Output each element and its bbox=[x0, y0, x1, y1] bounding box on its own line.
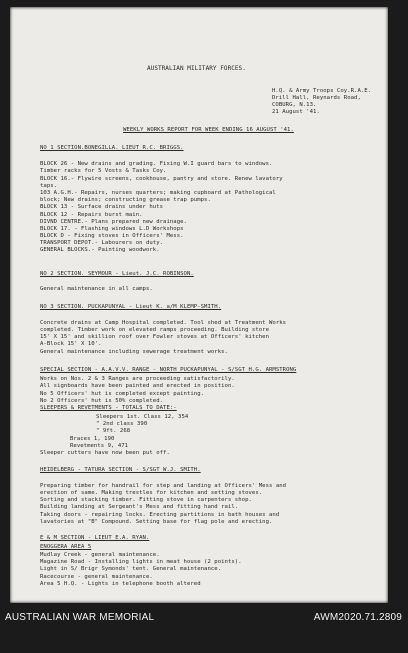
report-heading: WEEKLY WORKS REPORT FOR WEEK ENDING 16 AUGUST '41. bbox=[123, 127, 294, 133]
accession-number: AWM2020.71.2809 bbox=[313, 612, 402, 623]
section-heading: NO 1 SECTION.BONEGILLA. LIEUT R.C. BRIGGS. bbox=[40, 145, 184, 151]
report-line: Concrete drains at Camp Hospital completed. Tool shed at Treatment Works bbox=[40, 320, 287, 326]
report-line: General maintenance in all camps. bbox=[40, 286, 153, 292]
section-heading: E & M SECTION - LIEUT E.A. RYAN. bbox=[40, 535, 150, 541]
report-line: Magazine Road - Installing lights in meat house (2 points). bbox=[40, 559, 242, 565]
report-line: DIVND CENTRE.- Plans prepared new drainage. bbox=[40, 219, 187, 225]
report-line: BLOCK 26 - New drains and grading. Fixing W.I guard bars to windows. bbox=[40, 161, 273, 167]
report-line: Revetments 9, 471 bbox=[70, 443, 129, 449]
section-heading: NO 2 SECTION. SEYMOUR - Lieut. J.C. ROBINSON. bbox=[40, 271, 194, 277]
report-line: GENERAL BLOCKS.- Painting woodwork. bbox=[40, 247, 160, 253]
report-line: " 2nd class 390 bbox=[96, 421, 148, 427]
report-line: TRANSPORT DEPOT.- Labourers on duty. bbox=[40, 240, 164, 246]
report-line: A-Block 15' X 10'. bbox=[40, 341, 102, 347]
report-line: General maintenance including sewerage treatment works. bbox=[40, 349, 228, 355]
report-line: BLOCK D - Fixing stoves in Officers' Mess. bbox=[40, 233, 184, 239]
section-heading: HEIDELBERG - TATURA SECTION - S/SGT W.J. SMITH. bbox=[40, 467, 201, 473]
institution-caption: AUSTRALIAN WAR MEMORIAL bbox=[5, 612, 155, 623]
document-body bbox=[10, 7, 388, 603]
section-heading: ENOGGERA AREA 5 bbox=[40, 544, 92, 550]
report-line: Mudlay Creek - general maintenance. bbox=[40, 552, 160, 558]
address-line: COBURG, N.13. bbox=[272, 102, 317, 108]
report-line: Sorting and stacking timber. Fitting stove in carpenters shop. bbox=[40, 497, 252, 503]
report-line: erection of same. Making trestles for kitchen and setting stoves. bbox=[40, 490, 263, 496]
address-line: 21 August '41. bbox=[272, 109, 320, 115]
report-line: BLOCK 17. - Flashing windows L.D Workshops bbox=[40, 226, 184, 232]
report-line: Area 5 H.Q. - Lights in telephone booth altered bbox=[40, 581, 201, 587]
report-line: All signboards have been painted and erected in position. bbox=[40, 383, 235, 389]
report-line: 15' X 15' and skillion roof over Fowler stoves at Officers' kitchen bbox=[40, 334, 269, 340]
report-line: taps. bbox=[40, 183, 58, 189]
report-line: Sleepers 1st. Class 12, 354 bbox=[96, 414, 189, 420]
report-line: Preparing timber for handrail for step and landing at Officers' Mess and bbox=[40, 483, 287, 489]
caption-bar bbox=[0, 603, 408, 653]
address-line: H.Q. & Army Troops Coy.R.A.E. bbox=[272, 88, 372, 94]
report-line: Sleeper cutters have now been put off. bbox=[40, 450, 170, 456]
document-page bbox=[10, 7, 388, 603]
report-line: " 9ft. 268 bbox=[96, 428, 131, 434]
document-title: AUSTRALIAN MILITARY FORCES. bbox=[147, 65, 246, 72]
report-line: Light in S/ Brigr Symonds' tent. General maintenance. bbox=[40, 566, 222, 572]
report-line: lavatories at "B" Compound. Setting base for flag pole and erecting. bbox=[40, 519, 273, 525]
report-line: BLOCK 12 - Repairs burst main. bbox=[40, 212, 143, 218]
report-line: 103 A.G.H.- Repairs, nurses quarters; making cupboard at Pathological bbox=[40, 190, 276, 196]
report-line: Racecourse - general maintenance. bbox=[40, 574, 153, 580]
report-line: Braces 1, 190 bbox=[70, 436, 115, 442]
report-line: Taking doors - repairing locks. Erecting partitions in bath houses and bbox=[40, 512, 280, 518]
section-heading: SLEEPERS & REVETMENTS - TOTALS TO DATE:- bbox=[40, 405, 177, 411]
section-heading: NO 3 SECTION. PUCKAPUNYAL - Lieut K. a/M KLEMP-SMITH. bbox=[40, 304, 222, 310]
report-line: block; New drains; constructing grease trap pumps. bbox=[40, 197, 211, 203]
report-line: No 2 Officers' hut is 50% completed. bbox=[40, 398, 164, 404]
report-line: BLOCK 16.- Flywire screens, cookhouse, pantry and store. Renew lavatory bbox=[40, 176, 283, 182]
section-heading: SPECIAL SECTION - A.A.V.V. RANGE - NORTH PUCKAPUNYAL - S/SGT H.G. ARMSTRONG bbox=[40, 367, 297, 373]
report-line: Building landing at Sergeant's Mess and fitting hand rail. bbox=[40, 504, 239, 510]
report-line: No 5 Officers' hut is completed except painting. bbox=[40, 391, 205, 397]
report-line: Works on Nos. 2 & 3 Ranges are proceeding satisfactorily. bbox=[40, 376, 235, 382]
report-line: completed. Timber work on elevated ramps proceeding. Building store bbox=[40, 327, 269, 333]
report-line: Timber racks for 5 Vosts & Tasks Coy. bbox=[40, 168, 167, 174]
address-line: Drill Hall, Reynards Road, bbox=[272, 95, 361, 101]
report-line: BLOCK 13 - Surface drains under huts bbox=[40, 204, 164, 210]
